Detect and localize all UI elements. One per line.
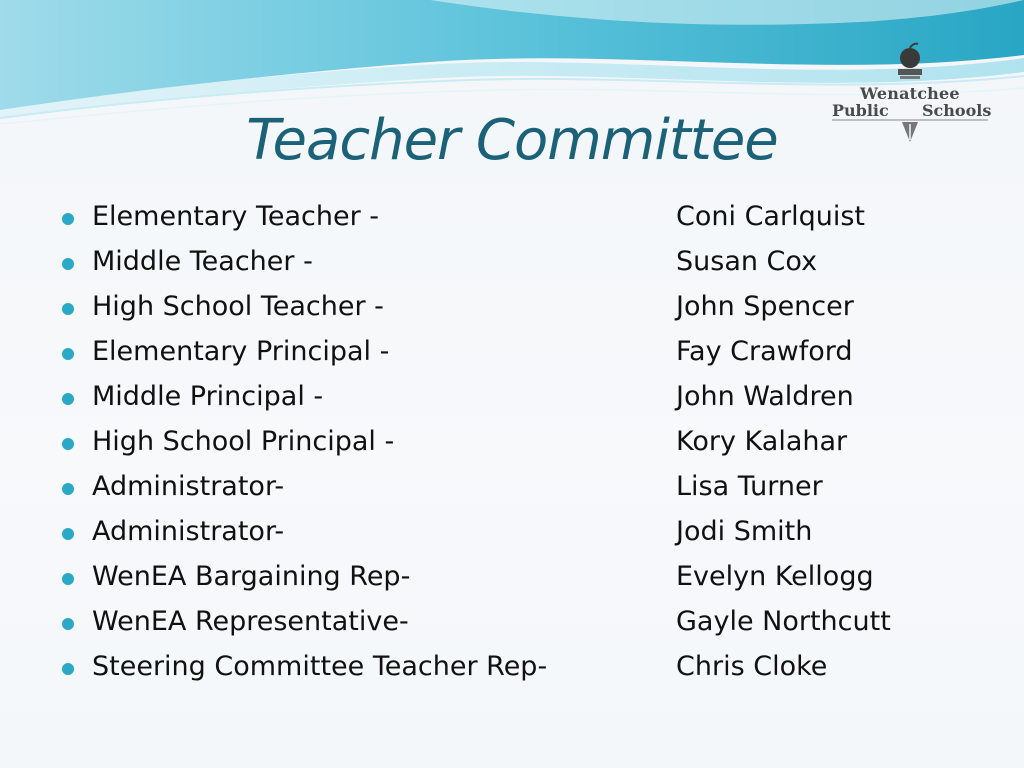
committee-member-list (62, 199, 962, 694)
member-role: Middle Principal - (92, 381, 324, 412)
list-item (62, 289, 962, 334)
bullet-icon (62, 213, 74, 225)
bullet-icon (62, 348, 74, 360)
member-name: Gayle Northcutt (676, 606, 891, 637)
member-role: Steering Committee Teacher Rep- (92, 651, 548, 682)
member-name: John Waldren (676, 381, 854, 412)
list-item (62, 244, 962, 289)
list-item (62, 514, 962, 559)
member-name: John Spencer (676, 291, 854, 322)
member-role: WenEA Representative- (92, 606, 409, 637)
slide-title: Teacher Committee (246, 108, 778, 173)
bullet-icon (62, 393, 74, 405)
member-name: Chris Cloke (676, 651, 828, 682)
member-name: Evelyn Kellogg (676, 561, 874, 592)
bullet-icon (62, 618, 74, 630)
bullet-icon (62, 258, 74, 270)
member-name: Kory Kalahar (676, 426, 848, 457)
list-item (62, 379, 962, 424)
list-item (62, 334, 962, 379)
logo-wenatchee: Wenatchee (860, 84, 960, 103)
list-item (62, 469, 962, 514)
member-role: High School Principal - (92, 426, 395, 457)
member-name: Susan Cox (676, 246, 818, 277)
bullet-icon (62, 573, 74, 585)
list-item (62, 649, 962, 694)
bullet-icon (62, 528, 74, 540)
member-role: Elementary Principal - (92, 336, 390, 367)
member-name: Coni Carlquist (676, 201, 865, 232)
list-item (62, 424, 962, 469)
bullet-icon (62, 663, 74, 675)
member-name: Fay Crawford (676, 336, 853, 367)
member-role: Administrator- (92, 471, 285, 502)
bullet-icon (62, 483, 74, 495)
logo-schools: Schools (922, 101, 992, 120)
logo-public: Public (832, 101, 889, 120)
bullet-icon (62, 438, 74, 450)
list-item (62, 199, 962, 244)
list-item (62, 559, 962, 604)
member-role: Elementary Teacher - (92, 201, 380, 232)
member-role: Middle Teacher - (92, 246, 313, 277)
member-name: Jodi Smith (676, 516, 813, 547)
member-role: High School Teacher - (92, 291, 384, 322)
member-name: Lisa Turner (676, 471, 823, 502)
member-role: WenEA Bargaining Rep- (92, 561, 411, 592)
member-role: Administrator- (92, 516, 285, 547)
list-item (62, 604, 962, 649)
bullet-icon (62, 303, 74, 315)
